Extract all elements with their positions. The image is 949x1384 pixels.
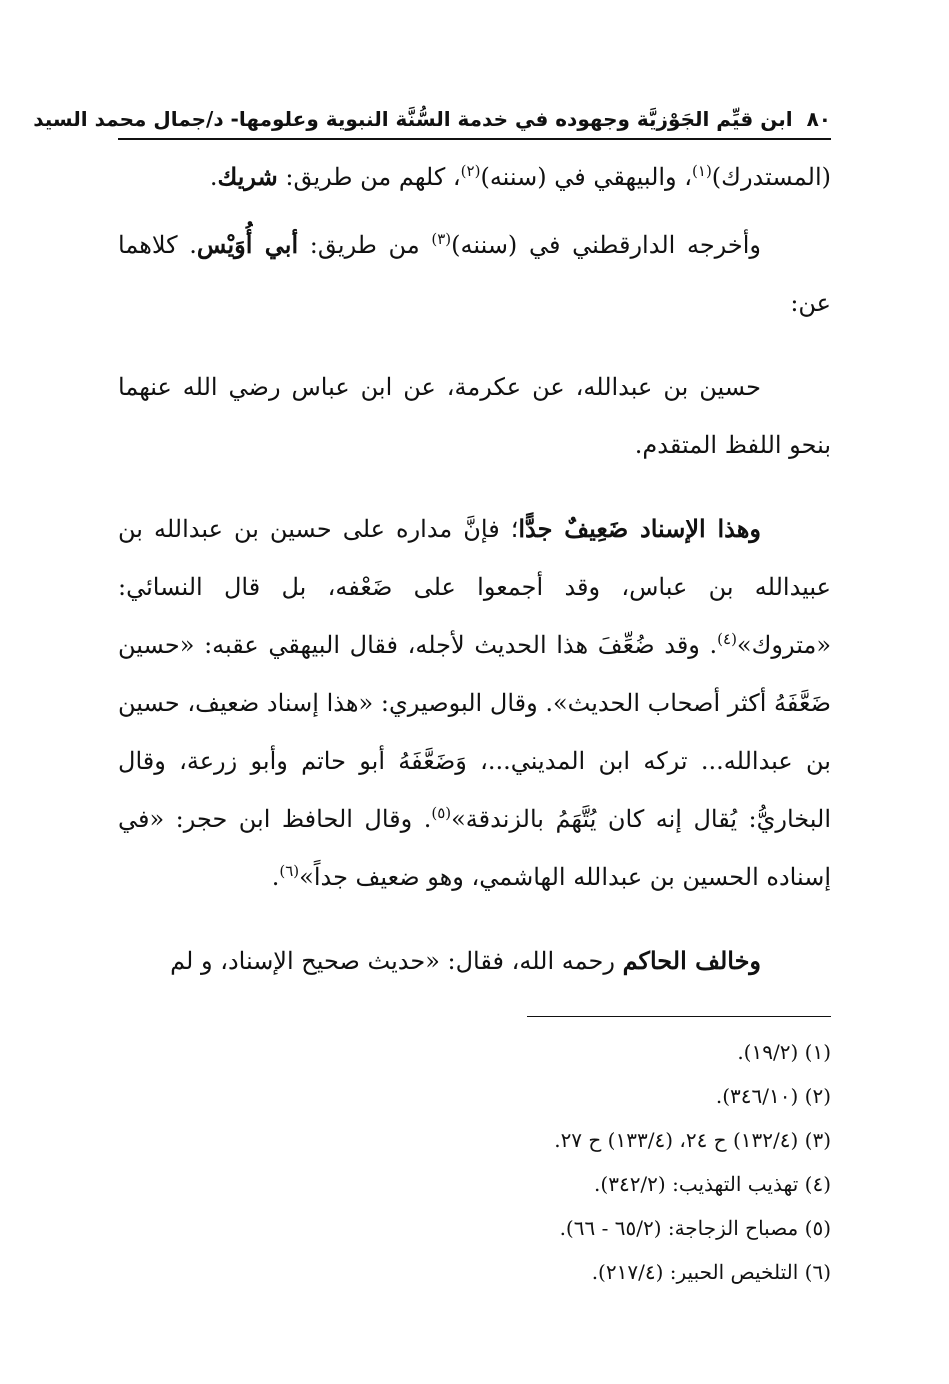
text-span: ؛ فإنَّ مداره على حسين بن عبدالله بن عبيدالله بن عباس، وقد أجمعوا على ضَعْفه، بل قال النسائي: «متروك» [118, 515, 831, 659]
ruling-heading: وهذا الإسناد ضَعِيفٌ جدًّا [518, 514, 761, 543]
footnote-separator [527, 1016, 831, 1017]
footnote-ref: (١) [692, 162, 712, 180]
footnote-1: (١) (١٩/٢). [737, 1040, 831, 1064]
footnote-2: (٢) (٣٤٦/١٠). [715, 1084, 831, 1108]
text-span: . كلاهما عن: [118, 231, 831, 317]
running-header [33, 104, 831, 134]
footnote-3: (٣) (١٣٢/٤) ح ٢٤، (١٣٣/٤) ح ٢٧. [554, 1128, 831, 1152]
text-span: حسين بن عبدالله، عن عكرمة، عن ابن عباس رضي الله عنهما بنحو اللفظ المتقدم. [118, 373, 831, 459]
footnote-ref: (٤) [717, 630, 737, 648]
running-title: ابن قيِّم الجَوْزيَّة وجهوده في خدمة السُّنَّة النبوية وعلومها- د/جمال محمد السيد [33, 107, 793, 131]
text-span: من طريق: [298, 231, 432, 259]
paragraph-4 [118, 500, 831, 906]
footnote-ref: (٦) [279, 862, 300, 880]
footnote-4: (٤) تهذيب التهذيب: (٣٤٢/٢). [594, 1172, 831, 1196]
text-span: . [271, 863, 280, 891]
text-span: . وقد ضُعِّفَ هذا الحديث لأجله، فقال البيهقي عقبه: «حسين ضَعَّفَهُ أكثر أصحاب الحديث». وقال البوصيري: «هذا إسناد ضعيف، حسين بن عبدالله... تركه ابن المديني...، وَضَعَّفَهُ أبو حاتم وأبو زرعة، وقال البخاريُّ: يُقال إنه كان يُتَّهَمُ بالزندقة» [118, 631, 831, 833]
footnote-ref: (٣) [431, 230, 452, 248]
text-span: وأخرجه الدارقطني في (سننه) [451, 231, 761, 259]
narrator-name: أبي أُوَيْس [196, 230, 299, 259]
footnote-ref: (٢) [460, 162, 481, 180]
text-span: . [209, 163, 218, 191]
footnote-5: (٥) مصباح الزجاجة: (٦٥/٢ - ٦٦). [559, 1216, 831, 1240]
footnote-6: (٦) التلخيص الحبير: (٢١٧/٤). [591, 1260, 831, 1284]
page-number: ٨٠ [806, 107, 831, 131]
paragraph-3 [118, 358, 831, 474]
text-span: رحمه الله، فقال: «حديث صحيح الإسناد، و لم [170, 947, 623, 975]
main-text [118, 148, 831, 990]
text-span: (المستدرك) [711, 163, 831, 191]
paragraph-1 [118, 148, 831, 206]
narrator-name: شريك [217, 162, 278, 191]
footnote-ref: (٥) [431, 804, 452, 822]
paragraph-2 [118, 216, 831, 332]
footnotes [118, 1030, 831, 1294]
header-rule [118, 138, 831, 140]
text-span: . وقال الحافظ ابن حجر: «في إسناده الحسين بن عبدالله الهاشمي، وهو ضعيف جداً» [118, 805, 831, 891]
text-span: ، والبيهقي في (سننه) [480, 163, 693, 191]
text-span: ، كلهم من طريق: [277, 163, 461, 191]
ruling-heading: وخالف الحاكم [622, 946, 761, 975]
paragraph-5 [118, 932, 831, 990]
